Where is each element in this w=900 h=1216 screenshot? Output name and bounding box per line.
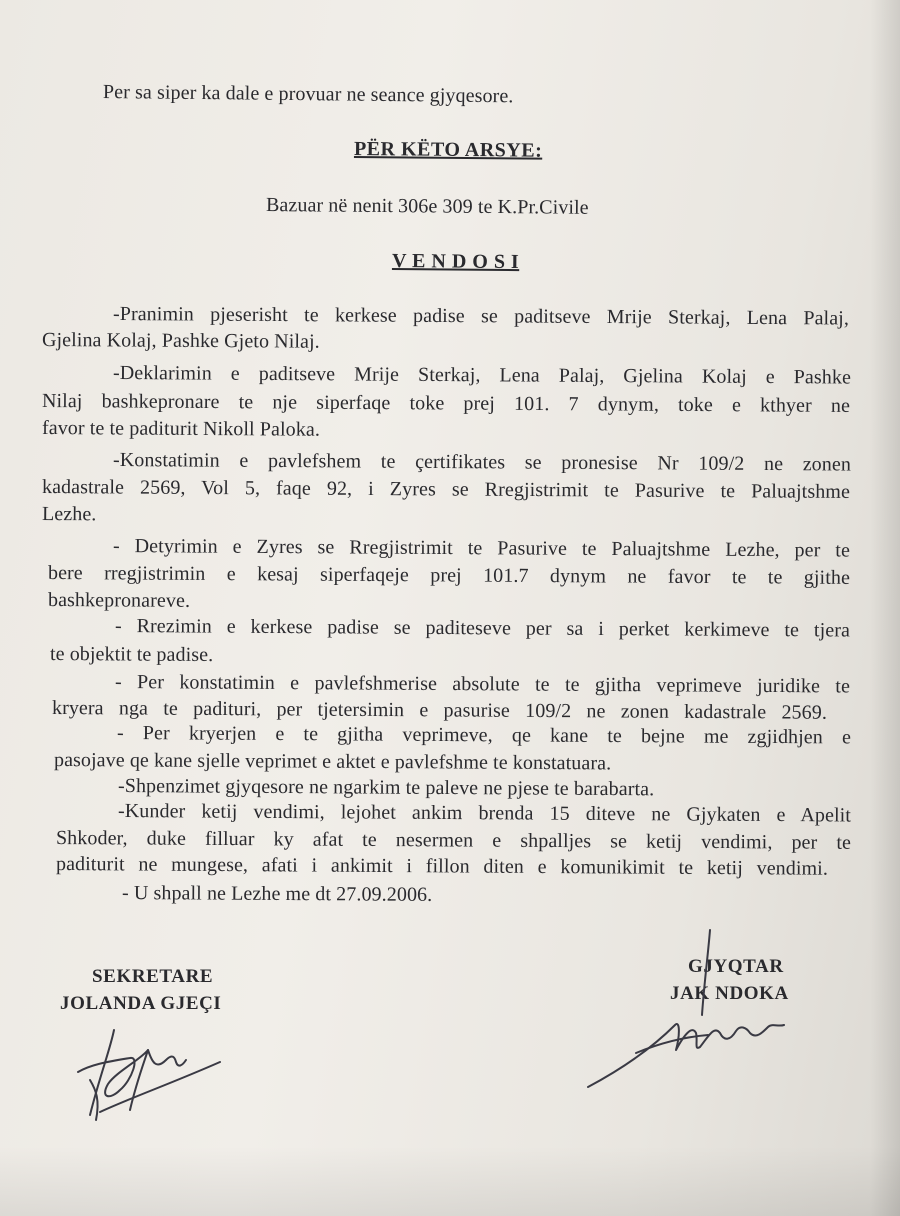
- body-line: - Rrezimin e kerkese padise se paditeseve per sa i perket kerkimeve te tjera: [114, 615, 851, 642]
- judge-title: GJYQTAR: [688, 956, 784, 977]
- body-line: bere rregjistrimin e kesaj siperfaqeje prej 101.7 dynym ne favor te te gjithe: [47, 562, 851, 589]
- body-line: - Per kryerjen e te gjitha veprimeve, qe kane te bejne me zgjidhjen e: [116, 722, 852, 749]
- judge-signature-icon: [580, 925, 810, 1095]
- judge-name: JAK NDOKA: [670, 983, 789, 1004]
- body-line: -Pranimin pjeserisht te kerkese padise se paditseve Mrije Sterkaj, Lena Palaj,: [112, 303, 850, 330]
- body-line: -Kunder ketij vendimi, lejohet ankim brenda 15 diteve ne Gjykaten e Apelit: [117, 800, 852, 827]
- body-line: -Konstatimin e pavlefshem te çertifikates se pronesise Nr 109/2 ne zonen: [112, 449, 852, 476]
- body-line: -Shpenzimet gjyqesore ne ngarkim te paleve ne pjese te barabarta.: [117, 775, 655, 801]
- body-line: - Detyrimin e Zyres se Rregjistrimit te Pasurive te Paluajtshme Lezhe, per te: [112, 535, 851, 562]
- body-line: Gjelina Kolaj, Pashke Gjeto Nilaj.: [41, 329, 320, 353]
- body-line: paditurit ne mungese, afati i ankimit i fillon diten e komunikimit te ketij vendimi.: [55, 853, 829, 880]
- body-line: kryera nga te padituri, per tjetersimin e pasurise 109/2 ne zonen kadastrale 2569.: [51, 697, 828, 724]
- body-line: Nilaj bashkepronare te nje siperfaqe toke prej 101. 7 dynym, toke e kthyer ne: [41, 390, 851, 417]
- body-line: Shkoder, duke filluar ky afat te nesermen e shpalljes se ketij vendimi, per te: [55, 827, 852, 854]
- page-shadow: [870, 0, 900, 1216]
- heading-decides: V E N D O S I: [391, 250, 520, 274]
- body-line: pasojave qe kane sjelle veprimet e aktet e pavlefshme te konstatuara.: [53, 749, 612, 775]
- body-line: kadastrale 2569, Vol 5, faqe 92, i Zyres se Rregjistrimit te Pasurive te Paluajtshme: [41, 476, 851, 503]
- legal-basis: Bazuar në nenit 306e 309 te K.Pr.Civile: [265, 194, 589, 219]
- body-line: bashkepronareve.: [47, 589, 191, 612]
- secretary-title: SEKRETARE: [92, 966, 214, 987]
- body-line: - U shpall ne Lezhe me dt 27.09.2006.: [121, 882, 433, 906]
- heading-reasons: PËR KËTO ARSYE:: [353, 138, 543, 162]
- page-shadow: [0, 1146, 900, 1216]
- body-line: - Per konstatimin e pavlefshmerise absolute te te gjitha veprimeve juridike te: [114, 671, 851, 698]
- secretary-signature-icon: [70, 1020, 250, 1130]
- body-line: favor te te paditurit Nikoll Paloka.: [41, 417, 321, 441]
- body-line: te objektit te padise.: [49, 643, 214, 666]
- intro-text: Per sa siper ka dale e provuar ne seance gjyqesore.: [102, 81, 514, 108]
- body-line: Lezhe.: [41, 503, 97, 526]
- secretary-name: JOLANDA GJEÇI: [60, 993, 222, 1014]
- body-line: -Deklarimin e paditseve Mrije Sterkaj, Lena Palaj, Gjelina Kolaj e Pashke: [112, 362, 852, 389]
